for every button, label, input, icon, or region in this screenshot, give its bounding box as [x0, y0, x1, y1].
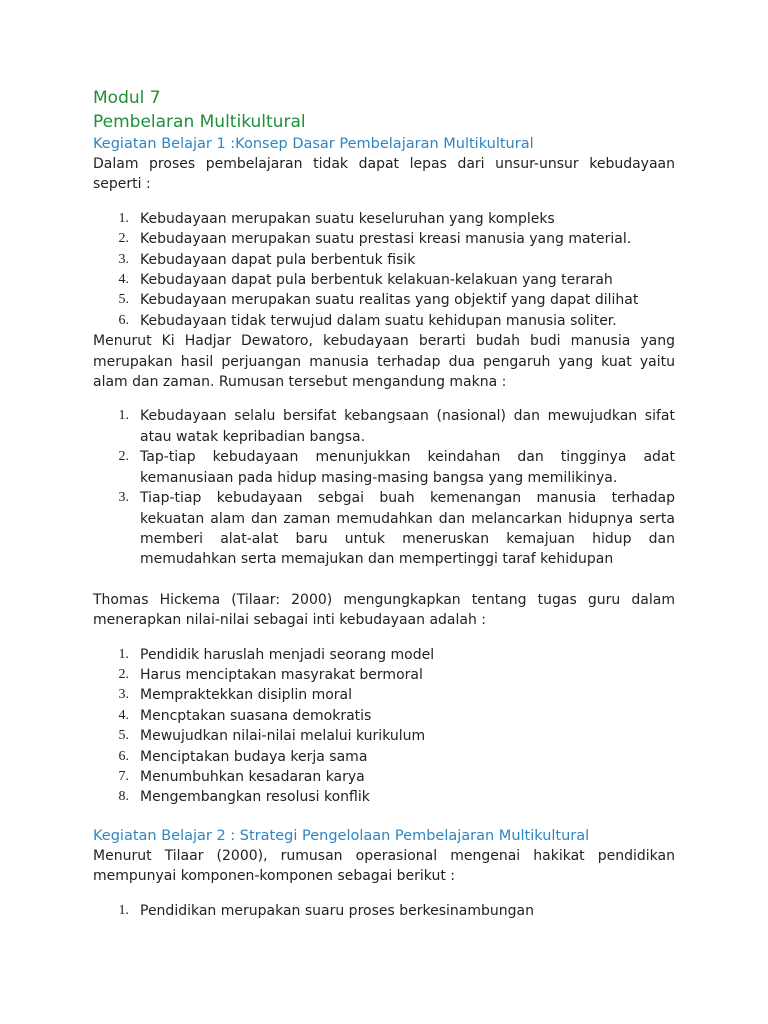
list-item: [93, 311, 675, 331]
module-title: Modul 7: [93, 88, 161, 108]
list-makna: [93, 406, 675, 569]
list-number: 2.: [118, 449, 129, 465]
section-2-intro: Menurut Tilaar (2000), rumusan operasional mengenai hakikat pendidikan mempunyai komponen-komponen sebagai berikut :: [93, 847, 675, 885]
list-item: [93, 209, 675, 229]
section-1-intro: Dalam proses pembelajaran tidak dapat lepas dari unsur-unsur kebudayaan seperti :: [93, 156, 675, 193]
list-text: Tap-tiap kebudayaan menunjukkan keindahan dan tingginya adat kemanusiaan pada hidup masing-masing bangsa yang memilikinya.: [140, 449, 675, 486]
list-number: 5.: [118, 728, 129, 744]
list-text: Mengembangkan resolusi konflik: [140, 789, 370, 806]
list-item: [93, 229, 675, 249]
list-unsur-kebudayaan: [93, 209, 675, 331]
list-number: 2.: [118, 231, 129, 247]
list-item: [93, 645, 675, 665]
list-number: 1.: [118, 646, 129, 662]
list-number: 8.: [118, 789, 129, 805]
list-text: Pendidikan merupakan suaru proses berkesinambungan: [140, 902, 534, 919]
paragraph-thomas-hickema: Thomas Hickema (Tilaar: 2000) mengungkapkan tentang tugas guru dalam menerapkan nilai-nilai sebagai inti kebudayaan adalah :: [93, 591, 675, 629]
list-number: 6.: [118, 748, 129, 764]
list-number: 1.: [118, 210, 129, 226]
list-text: Pendidik haruslah menjadi seorang model: [140, 646, 435, 663]
list-text: Kebudayaan merupakan suatu realitas yang objektif yang dapat dilihat: [140, 292, 639, 309]
list-number: 3.: [118, 251, 129, 267]
list-text: Menciptakan budaya kerja sama: [140, 748, 368, 765]
list-item: [93, 901, 675, 921]
list-number: 3.: [118, 490, 129, 506]
list-item: [93, 767, 675, 787]
list-item: [93, 685, 675, 705]
module-subtitle: Pembelaran Multikultural: [93, 112, 306, 132]
list-item: [93, 270, 675, 290]
list-number: 1.: [118, 408, 129, 424]
list-text: Mewujudkan nilai-nilai melalui kurikulum: [140, 728, 426, 745]
list-text: Kebudayaan dapat pula berbentuk fisik: [140, 251, 416, 268]
list-number: 4.: [118, 272, 129, 288]
list-item: [93, 488, 675, 570]
paragraph-ki-hadjar: Menurut Ki Hadjar Dewatoro, kebudayaan berarti budah budi manusia yang merupakan hasil perjuangan manusia terhadap dua pengaruh yang kuat yaitu alam dan zaman. Rumusan tersebut mengandung makna :: [93, 333, 675, 391]
section-1-heading: Kegiatan Belajar 1 :Konsep Dasar Pembelajaran Multikultural: [93, 136, 534, 152]
list-text: Kebudayaan dapat pula berbentuk kelakuan-kelakuan yang terarah: [140, 272, 613, 289]
list-item: [93, 706, 675, 726]
list-item: [93, 787, 675, 807]
list-item: [93, 726, 675, 746]
list-item: [93, 747, 675, 767]
list-item: [93, 447, 675, 488]
list-text: Harus menciptakan masyrakat bermoral: [140, 666, 423, 683]
list-text: Menumbuhkan kesadaran karya: [140, 768, 365, 785]
list-item: [93, 665, 675, 685]
list-number: 4.: [118, 707, 129, 723]
list-number: 3.: [118, 687, 129, 703]
list-text: Kebudayaan selalu bersifat kebangsaan (nasional) dan mewujudkan sifat atau watak kepribadian bangsa.: [140, 408, 675, 445]
list-text: Mencptakan suasana demokratis: [140, 707, 372, 724]
list-number: 7.: [118, 768, 129, 784]
section-2-heading: Kegiatan Belajar 2 : Strategi Pengelolaan Pembelajaran Multikultural: [93, 827, 590, 844]
list-text: Tiap-tiap kebudayaan sebgai buah kemenangan manusia terhadap kekuatan alam dan zaman memudahkan dan melancarkan hidupnya serta memberi alat-alat baru untuk meneruskan kemajuan hidup dan memudahkan serta memajukan dan mempertinggi taraf kehidupan: [140, 490, 675, 568]
list-number: 6.: [118, 312, 129, 328]
list-item: [93, 250, 675, 270]
list-text: Kebudayaan merupakan suatu keseluruhan yang kompleks: [140, 210, 555, 227]
list-item: [93, 290, 675, 310]
list-text: Mempraktekkan disiplin moral: [140, 687, 353, 704]
list-komponen-pendidikan: [93, 901, 675, 921]
list-item: [93, 406, 675, 447]
list-number: 1.: [118, 902, 129, 918]
list-tugas-guru: [93, 645, 675, 808]
list-number: 2.: [118, 666, 129, 682]
list-text: Kebudayaan merupakan suatu prestasi kreasi manusia yang material.: [140, 231, 632, 248]
list-text: Kebudayaan tidak terwujud dalam suatu kehidupan manusia soliter.: [140, 312, 617, 329]
list-number: 5.: [118, 292, 129, 308]
